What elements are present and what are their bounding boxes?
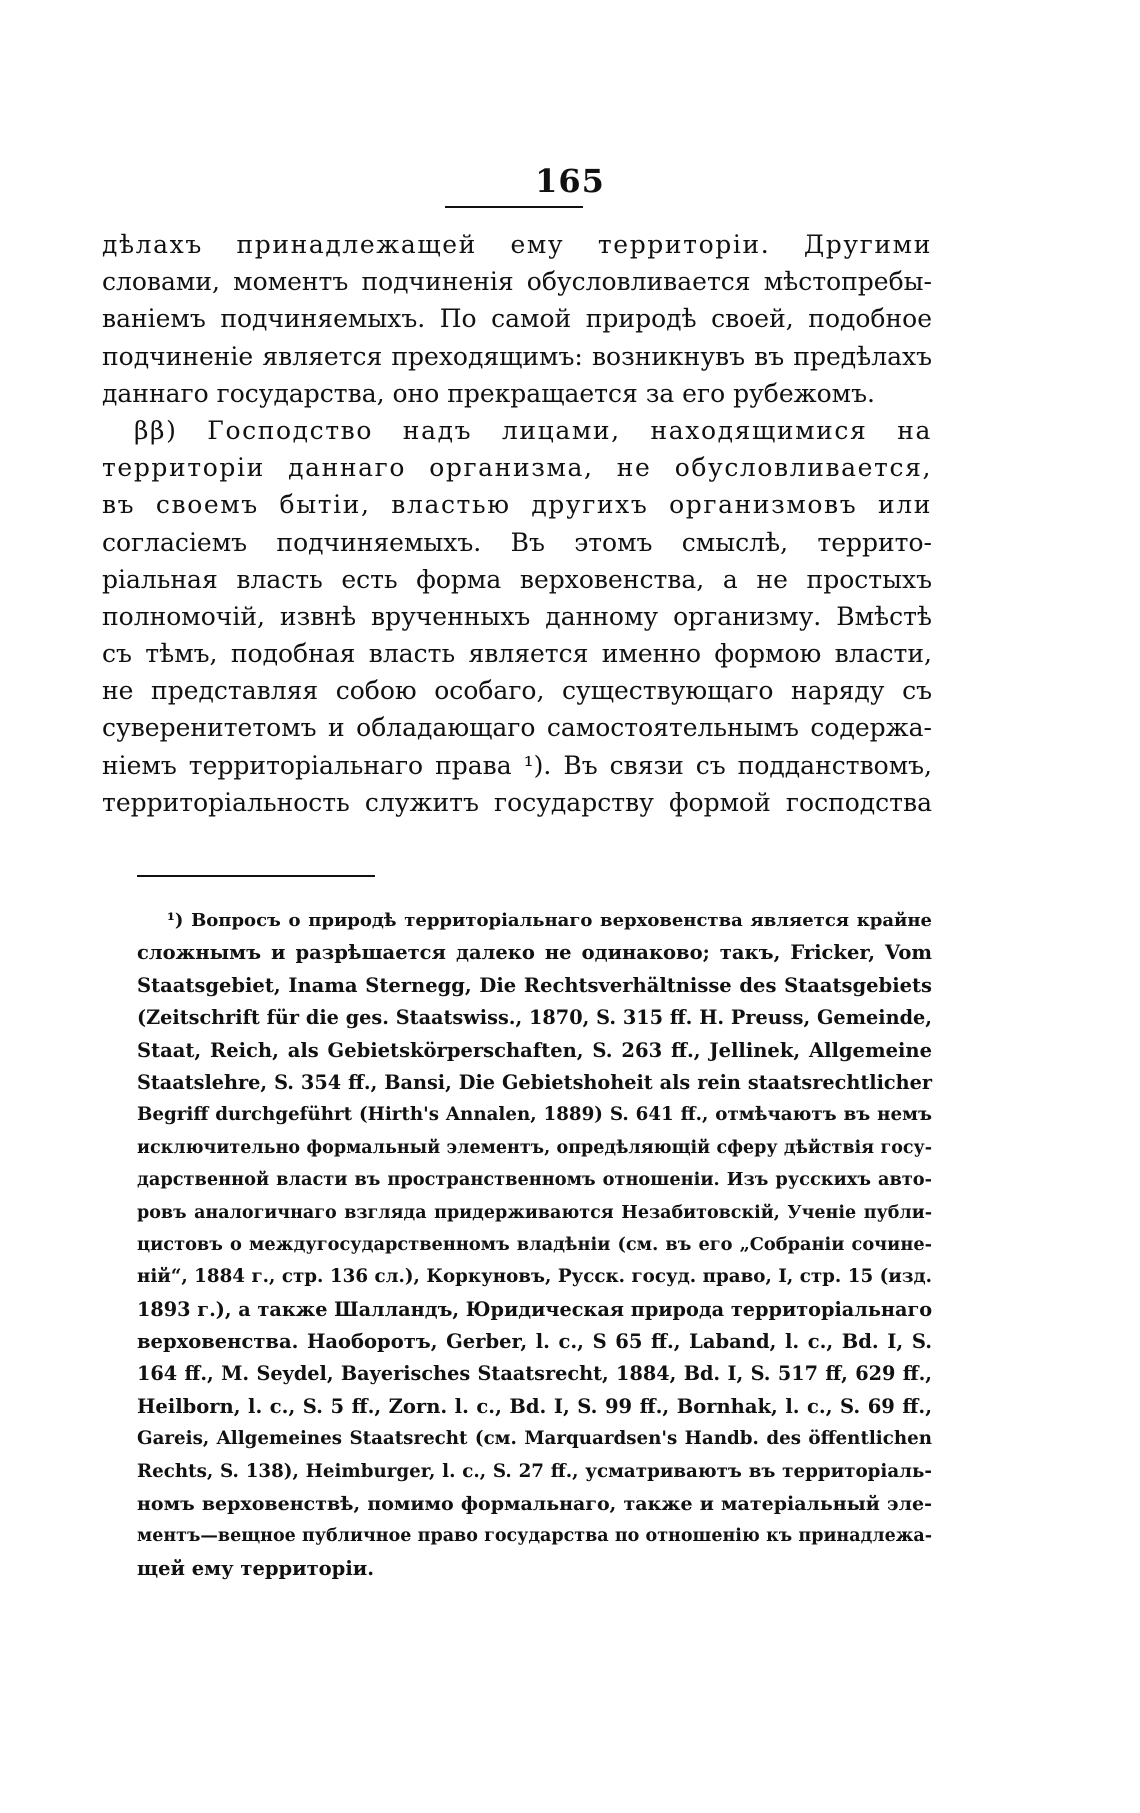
footnote-line: Staatslehre, S. 354 ff., Bansi, Die Gebietshoheit als rein staatsrechtlicher <box>137 1070 932 1094</box>
footnote-line: (Zeitschrift für die ges. Staatswiss., 1870, S. 315 ff. H. Preuss, Gemeinde, <box>137 1006 932 1030</box>
footnote-line: 1893 г.), а также Шалландъ, Юридическая природа территоріальнаго <box>137 1297 933 1321</box>
footnote-line: Heilborn, l. c., S. 5 ff., Zorn. l. c., Bd. I, S. 99 ff., Bornhak, l. c., S. 69 ff., <box>137 1394 932 1418</box>
text-line: территоріи даннаго организма, не обусловливается, <box>102 453 932 483</box>
text-line: полномочій, извнѣ врученныхъ данному организму. Вмѣстѣ <box>102 601 932 631</box>
footnote-line: ментъ—вещное публичное право государства по отношенію къ принадлежа- <box>137 1526 932 1547</box>
text-line: ріальная власть есть форма верховенства, а не простыхъ <box>102 564 932 594</box>
footnote-line: верховенства. Наоборотъ, Gerber, l. c., S 65 ff., Laband, l. c., Bd. I, S. <box>137 1330 932 1354</box>
text-line: территоріальность служитъ государству формой господства <box>102 787 932 817</box>
text-line: съ тѣмъ, подобная власть является именно формою власти, <box>102 639 932 669</box>
footnote-line: номъ верховенствѣ, помимо формальнаго, также и матеріальный эле- <box>137 1493 932 1516</box>
text-line: дѣлахъ принадлежащей ему территоріи. Другими <box>102 230 932 259</box>
footnote-line: ній“, 1884 г., стр. 136 сл.), Коркуновъ, Русск. госуд. право, I, стр. 15 (изд. <box>137 1266 932 1288</box>
footnote-line: сложнымъ и разрѣшается далеко не одинаково; такъ, Fricker, Vom <box>137 941 932 965</box>
footnote-line: исключительно формальный элементъ, опредѣляющій сферу дѣйствія госу- <box>137 1137 932 1158</box>
footnote-line: Begriff durchgeführt (Hirth's Annalen, 1889) S. 641 ff., отмѣчаютъ въ немъ <box>137 1104 932 1126</box>
text-line: ββ) Господство надъ лицами, находящимися на <box>134 415 932 445</box>
text-line: подчиненіе является преходящимъ: возникнувъ въ предѣлахъ <box>102 341 932 371</box>
footnote-line: Rechts, S. 138), Heimburger, l. c., S. 27 ff., усматриваютъ въ территоріаль- <box>137 1460 932 1482</box>
text-line: даннаго государства, оно прекращается за его рубежомъ. <box>102 378 875 408</box>
footnote-line: ровъ аналогичнаго взгляда придерживаются Незабитовскій, Ученіе публи- <box>137 1202 932 1223</box>
footnote-line: дарственной власти въ пространственномъ отношеніи. Изъ русскихъ авто- <box>137 1169 932 1191</box>
footnotes <box>137 905 932 1585</box>
footnote-rule <box>137 875 375 877</box>
text-line: ваніемъ подчиняемыхъ. По самой природѣ своей, подобное <box>102 304 932 334</box>
text-line: ніемъ территоріальнаго права ¹). Въ связи съ подданствомъ, <box>102 750 932 780</box>
footnote-line: Staatsgebiet, Inama Sternegg, Die Rechtsverhältnisse des Staatsgebiets <box>137 973 932 997</box>
main-text <box>102 226 932 821</box>
text-line: суверенитетомъ и обладающаго самостоятельнымъ содержа- <box>102 713 932 743</box>
text-line: въ своемъ бытіи, властью другихъ организмовъ или <box>102 490 932 520</box>
text-line: согласіемъ подчиняемыхъ. Въ этомъ смыслѣ, террито- <box>102 527 932 557</box>
header-rule <box>445 206 583 208</box>
footnote-line: Staat, Reich, als Gebietskörperschaften, S. 263 ff., Jellinek, Allgemeine <box>137 1038 932 1062</box>
footnote-line: ¹) Вопросъ о природѣ территоріальнаго верховенства является крайне <box>167 910 932 931</box>
text-line: словами, моментъ подчиненія обусловливается мѣстопребы- <box>102 267 932 297</box>
footnote-line: Gareis, Allgemeines Staatsrecht (см. Marquardsen's Handb. des öffentlichen <box>137 1428 932 1450</box>
footnote-line: цистовъ о междугосударственномъ владѣніи (см. въ его „Собраніи сочине- <box>137 1233 932 1255</box>
footnote-line: 164 ff., M. Seydel, Bayerisches Staatsrecht, 1884, Bd. I, S. 517 ff, 629 ff., <box>137 1362 932 1386</box>
text-line: не представляя собою особаго, существующаго наряду съ <box>102 676 932 706</box>
page-number: 165 <box>535 162 605 200</box>
footnote-line: щей ему территоріи. <box>137 1556 374 1580</box>
